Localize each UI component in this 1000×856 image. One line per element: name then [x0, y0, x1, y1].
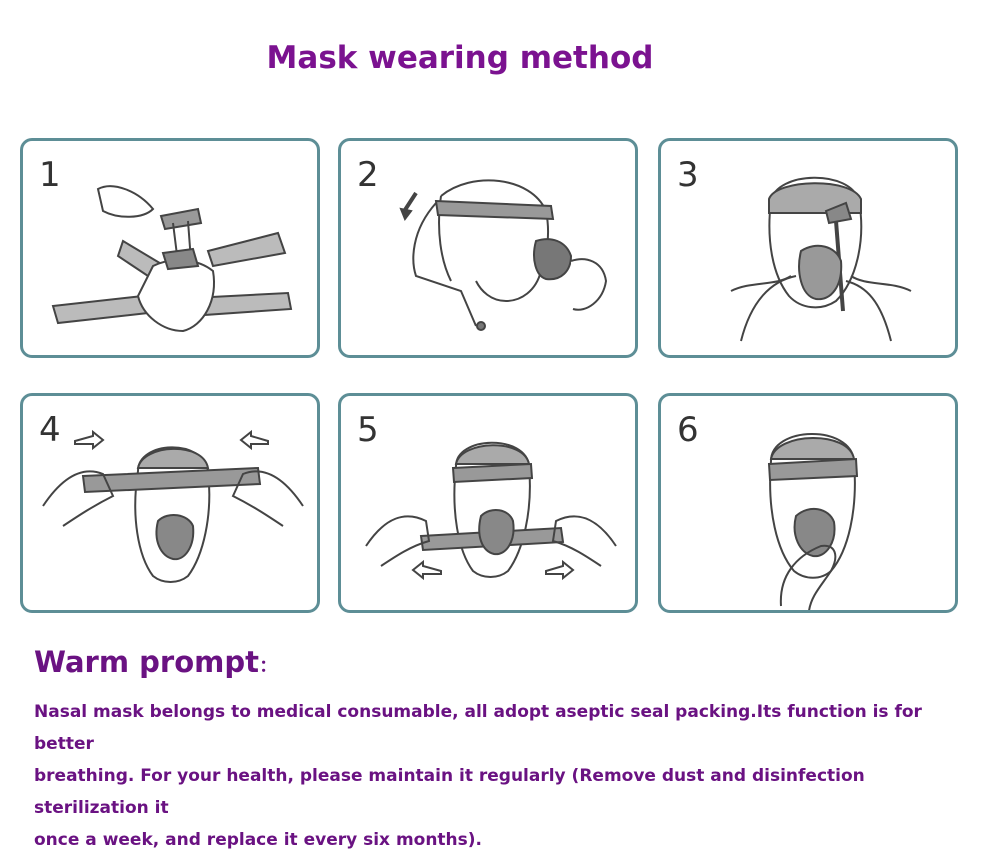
- prompt-line-2: breathing. For your health, please maintain it regularly (Remove dust and disinfection sterilization it: [34, 766, 865, 818]
- headgear-illustration: [23, 141, 320, 358]
- warm-prompt-colon: ：: [258, 653, 279, 677]
- warm-prompt-heading-text: Warm prompt: [34, 645, 259, 679]
- front-face-illustration: [661, 141, 958, 358]
- warm-prompt-heading: [34, 645, 279, 679]
- page-title: Mask wearing method: [266, 40, 654, 76]
- head-side-illustration: [341, 141, 638, 358]
- step-number: 4: [39, 410, 61, 450]
- step-panel-4: [20, 393, 320, 613]
- prompt-line-1: Nasal mask belongs to medical consumable, all adopt aseptic seal packing.Its function is for better: [34, 702, 922, 754]
- adjust-top-strap-illustration: [23, 396, 320, 613]
- step-number: 3: [677, 155, 699, 195]
- warm-prompt-text: [34, 696, 934, 856]
- step-panel-5: [338, 393, 638, 613]
- step-number: 1: [39, 155, 61, 195]
- adjust-lower-strap-illustration: [341, 396, 638, 613]
- step-panel-1: [20, 138, 320, 358]
- step-panel-6: [658, 393, 958, 613]
- step-panel-2: [338, 138, 638, 358]
- step-number: 2: [357, 155, 379, 195]
- prompt-line-3: once a week, and replace it every six months).: [34, 830, 483, 850]
- step-panel-3: [658, 138, 958, 358]
- step-number: 6: [677, 410, 699, 450]
- fit-mask-illustration: [661, 396, 958, 613]
- step-number: 5: [357, 410, 379, 450]
